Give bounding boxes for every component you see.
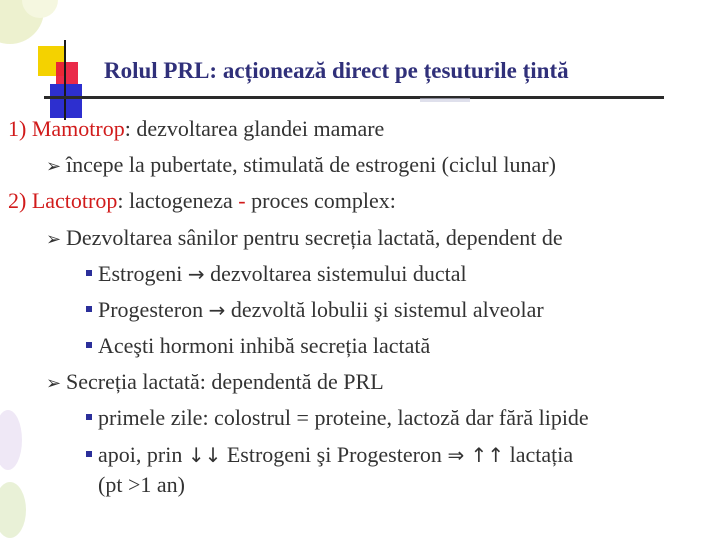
square-bullet-icon [86, 270, 92, 276]
bullet-lactatie-cont [98, 472, 185, 498]
right-arrow-icon: → [208, 298, 226, 322]
item-2 [8, 188, 396, 214]
double-up-arrow-icon: ↑↑ [464, 443, 505, 467]
item-1-sub-text: începe la pubertate, stimulată de estrogeni (ciclul lunar) [66, 152, 556, 177]
bullet-progesteron [98, 297, 544, 323]
bullet-hormoni [98, 333, 430, 359]
bullet-5-text-b: Estrogeni şi Progesteron [221, 442, 448, 467]
item-1-term: Mamotrop [31, 116, 125, 141]
flower-decoration-icon [0, 400, 40, 540]
square-bullet-icon [86, 306, 92, 312]
item-2-dash: - [238, 188, 246, 213]
item-1-sub [46, 152, 556, 180]
bullet-4-text: primele zile: colostrul = proteine, lactoză dar fără lipide [98, 405, 589, 430]
bullet-2-text: dezvoltă lobulii şi sistemul alveolar [225, 297, 544, 322]
double-down-arrow-icon: ↓↓ [187, 443, 222, 467]
bullet-1-text: dezvoltarea sistemului ductal [204, 261, 467, 286]
arrowhead-icon: ➢ [46, 229, 62, 250]
bullet-1-label: Estrogeni [98, 261, 188, 286]
bullet-5-continuation: (pt >1 an) [98, 472, 185, 497]
bullet-colostru [98, 405, 589, 431]
title-underline [44, 96, 664, 99]
decor-vertical-line [64, 40, 66, 120]
decor-underline-shadow [420, 98, 470, 102]
bullet-5-text-c: lactația [504, 442, 574, 467]
item-2-sub-1-text: Dezvoltarea sânilor pentru secreția lactată, dependent de [66, 225, 563, 250]
bullet-3-text: Aceşti hormoni inhibă secreția lactată [98, 333, 431, 358]
arrowhead-icon: ➢ [46, 156, 62, 177]
arrowhead-icon: ➢ [46, 373, 62, 394]
bullet-2-label: Progesteron [98, 297, 209, 322]
square-bullet-icon [86, 342, 92, 348]
slide-title: Rolul PRL: acționează direct pe țesuturile țintă [104, 58, 569, 83]
item-2-term: Lactotrop [31, 188, 118, 213]
item-1 [8, 116, 384, 142]
bullet-5-text-a: apoi, prin [98, 442, 188, 467]
item-2-sub-2-text: Secreția lactată: dependentă de PRL [66, 369, 384, 394]
decor-square-blue [50, 84, 82, 118]
item-2-number: 2) [8, 188, 32, 213]
item-2-sub-2 [46, 369, 384, 397]
item-2-sub-1 [46, 225, 563, 253]
item-1-text: : dezvoltarea glandei mamare [124, 116, 385, 141]
item-1-number: 1) [8, 116, 32, 141]
item-2-text-rest: proces complex: [245, 188, 396, 213]
right-arrow-icon: → [187, 262, 205, 286]
square-bullet-icon [86, 414, 92, 420]
item-2-text-mid: : lactogeneza [117, 188, 239, 213]
bullet-estrogeni [98, 261, 467, 287]
square-bullet-icon [86, 451, 92, 457]
implies-arrow-icon: ⇒ [447, 443, 465, 467]
bullet-lactatie [98, 442, 573, 468]
